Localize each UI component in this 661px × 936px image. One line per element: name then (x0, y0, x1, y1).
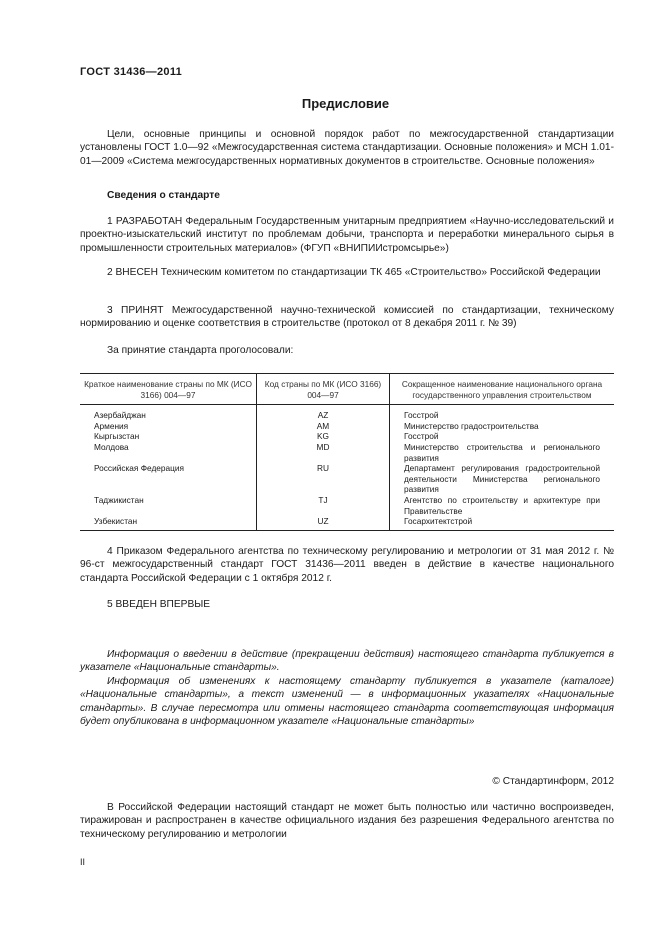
country-cell: Армения (94, 420, 129, 431)
body-cell: Департамент регулирования градостроительной деятельности Министерства регионального развития (390, 463, 615, 495)
table-row (80, 431, 614, 442)
notice-introduction: Информация о введении в действие (прекращении действия) настоящего стандарта публикуется в указателе «Национальные стандарты». (80, 649, 614, 674)
body-cell: Агентство по строительству и архитектуре при Правительстве (390, 495, 615, 516)
vote-intro: За принятие стандарта проголосовали: (107, 345, 294, 356)
country-cell: Узбекистан (94, 516, 138, 527)
page-number: II (80, 857, 86, 867)
column-header-country: Краткое наименование страны по МК (ИСО 3166) 004—97 (80, 374, 257, 405)
code-cell: AZ (257, 405, 390, 421)
country-cell: Молдова (94, 441, 129, 452)
table-row (80, 495, 614, 516)
table-row (80, 516, 614, 530)
intro-paragraph: Цели, основные принципы и основной порядок работ по межгосударственной стандартизации установлены ГОСТ 1.0—92 «Межгосударственная система стандартизации. Основные положения» и МСН 1.01-01—2009 «Система межгосударственных нормативных документов в строительстве. Основные положения» (80, 129, 614, 167)
table-row (80, 442, 614, 463)
code-cell: TJ (257, 495, 390, 516)
country-cell: Азербайджан (94, 410, 146, 421)
table-row (80, 463, 614, 495)
body-cell: Госстрой (390, 431, 615, 442)
item-3-adopted: 3 ПРИНЯТ Межгосударственной научно-технической комиссией по стандартизации, техническому нормированию и оценке соответствия в строительстве (протокол от 8 декабря 2011 г. № 39) (80, 305, 614, 330)
body-cell: Госархитектстрой (390, 516, 615, 530)
code-cell: RU (257, 463, 390, 495)
table-header-row (80, 374, 614, 405)
item-1-developed: 1 РАЗРАБОТАН Федеральным Государственным унитарным предприятием «Научно-исследовательский и проектно-изыскательский институт по проблемам добычи, транспорта и переработки минерального сырья в промышленности строительных материалов» (ФГУП «ВНИПИИстромсырье») (80, 216, 614, 254)
body-cell: Министерство строительства и регионального развития (390, 442, 615, 463)
page-title: Предисловие (301, 96, 390, 111)
copyright-notice: © Стандартинформ, 2012 (492, 776, 614, 787)
column-header-code: Код страны по МК (ИСО 3166) 004—97 (257, 374, 390, 405)
table-row (80, 421, 614, 432)
code-cell: UZ (257, 516, 390, 530)
country-cell: Таджикистан (94, 494, 144, 505)
country-cell: Кыргызстан (94, 431, 140, 442)
item-5-first-introduced: 5 ВВЕДЕН ВПЕРВЫЕ (107, 599, 211, 610)
voting-countries-table (80, 373, 614, 531)
item-4-enacted: 4 Приказом Федерального агентства по техническому регулированию и метрологии от 31 мая 2012 г. № 96-ст межгосударственный стандарт ГОСТ 31436—2011 введен в действие в качестве национального стандарта Российской Федерации с 1 октября 2012 г. (80, 546, 614, 584)
code-cell: KG (257, 431, 390, 442)
country-cell: Российская Федерация (94, 463, 185, 474)
code-cell: AM (257, 421, 390, 432)
code-cell: MD (257, 442, 390, 463)
body-cell: Министерство градостроительства (390, 421, 615, 432)
item-2-submitted: 2 ВНЕСЕН Техническим комитетом по стандартизации ТК 465 «Строительство» Российской Федерации (107, 267, 601, 278)
table-row (80, 405, 614, 421)
column-header-body: Сокращенное наименование национального органа государственного управления строительством (390, 374, 615, 405)
document-header: ГОСТ 31436—2011 (80, 66, 183, 78)
body-cell: Госстрой (390, 405, 615, 421)
rights-notice: В Российской Федерации настоящий стандарт не может быть полностью или частично воспроизведен, тиражирован и распространен в качестве официального издания без разрешения Федерального агентства по техническому регулированию и метрологии (80, 802, 614, 840)
notice-changes: Информация об изменениях к настоящему стандарту публикуется в указателе (каталоге) «Национальные стандарты», а текст изменений — в информационных указателях «Национальные стандарты». В случае пересмотра или отмены настоящего стандарта соответствующая информация будет опубликована в информационном указателе «Национальные стандарты» (80, 676, 614, 728)
info-heading: Сведения о стандарте (107, 190, 220, 201)
